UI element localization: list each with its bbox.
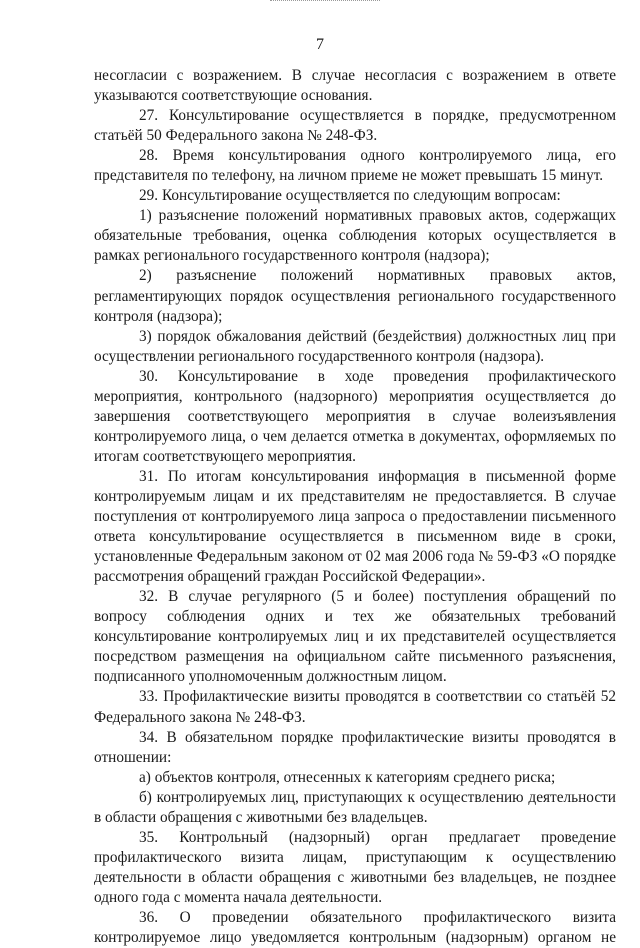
list-item-29-2: 2) разъяснение положений нормативных правовых актов, регламентирующих порядок осуществления регионального государственного контроля (надзора); <box>94 267 616 325</box>
paragraph-34: 34. В обязательном порядке профилактические визиты проводятся в отношении: <box>94 728 616 766</box>
paragraph-29: 29. Консультирование осуществляется по следующим вопросам: <box>139 187 561 205</box>
paragraph-33: 33. Профилактические визиты проводятся в соответствии со статьёй 52 Федерального закона № 248-ФЗ. <box>94 688 616 726</box>
paragraph-36: 36. О проведении обязательного профилактического визита контролируемое лицо уведомляется контрольным (надзорным) органом не <box>94 908 616 947</box>
list-item-29-1: 1) разъяснение положений нормативных правовых актов, содержащих обязательные требования, оценка соблюдения которых осуществляется в рамках регионального государственного контроля (надзора); <box>94 207 616 265</box>
paragraph-32: 32. В случае регулярного (5 и более) поступления обращений по вопросу соблюдения одних и тех же обязательных требований консультирование контролируемых лиц и их представителей осуществляется посредством размещения на официальном сайте письменного разъяснения, подписанного уполномоченным должностным лицом. <box>94 588 616 686</box>
paragraph-35: 35. Контрольный (надзорный) орган предлагает проведение профилактического визита лицам, приступающим к осуществлению деятельности в области обращения с животными без владельцев, не позднее одного года с момента начала деятельности. <box>94 828 616 906</box>
paragraph-27: 27. Консультирование осуществляется в порядке, предусмотренном статьёй 50 Федерального закона № 248-ФЗ. <box>94 107 616 145</box>
document-body <box>94 66 616 948</box>
page-number: 7 <box>316 36 324 53</box>
paragraph-continuation: несогласии с возражением. В случае несогласия с возражением в ответе указываются соответствующие основания. <box>94 67 616 105</box>
list-item-34-a: а) объектов контроля, отнесенных к категориям среднего риска; <box>139 768 556 786</box>
paragraph-30: 30. Консультирование в ходе проведения профилактического мероприятия, контрольного (надзорного) мероприятия осуществляется до завершения соответствующего мероприятия в случае волеизъявления контролируемого лица, о чем делается отметка в документах, оформляемых по итогам соответствующего мероприятия. <box>94 367 616 465</box>
page-top-mark <box>270 0 380 4</box>
list-item-29-3: 3) порядок обжалования действий (бездействия) должностных лиц при осуществлении регионального государственного контроля (надзора). <box>94 327 616 365</box>
paragraph-31: 31. По итогам консультирования информация в письменной форме контролируемым лицам и их представителям не предоставляется. В случае поступления от контролируемого лица запроса о предоставлении письменного ответа консультирование осуществляется в письменном виде в сроки, установленные Федеральным законом от 02 мая 2006 года № 59-ФЗ «О порядке рассмотрения обращений граждан Российской Федерации». <box>94 467 616 586</box>
paragraph-28: 28. Время консультирования одного контролируемого лица, его представителя по телефону, на личном приеме не может превышать 15 минут. <box>94 147 616 185</box>
list-item-34-b: б) контролируемых лиц, приступающих к осуществлению деятельности в области обращения с животными без владельцев. <box>94 788 616 826</box>
